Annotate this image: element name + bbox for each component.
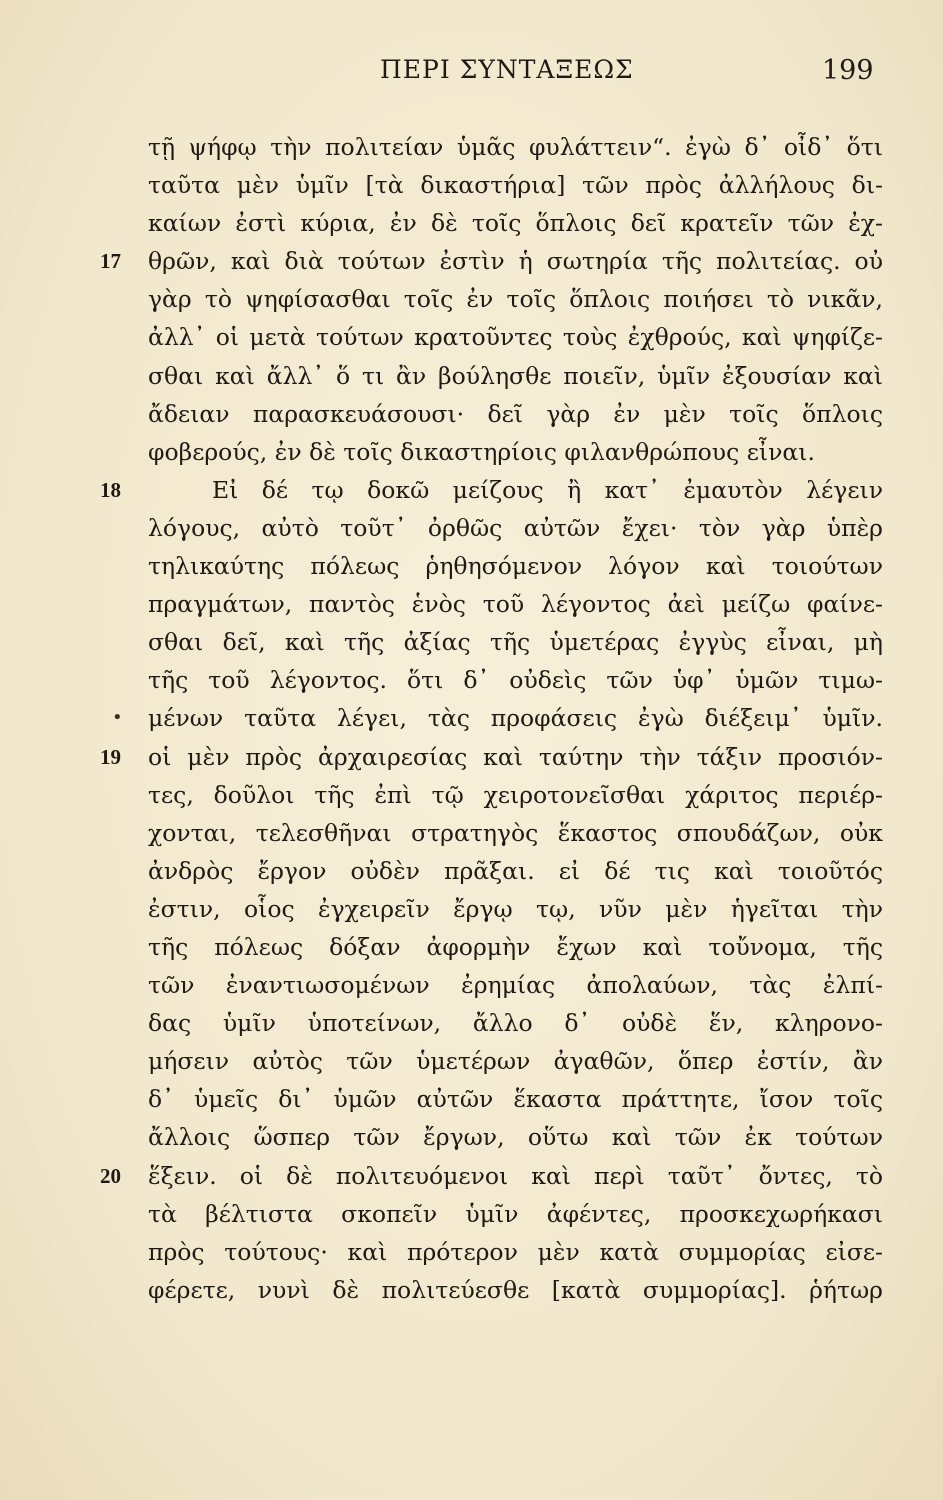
text-line [0, 242, 943, 280]
text-line [0, 1233, 943, 1271]
text-line [0, 357, 943, 395]
text-line [0, 128, 943, 166]
text-line [0, 776, 943, 814]
page-header [0, 55, 943, 95]
text-line [0, 623, 943, 661]
line-text: τῇ ψήφῳ τὴν πολιτείαν ὑμᾶς φυλάττειν“. ἐγὼ δ᾽ οἶδ᾽ ὅτι [148, 133, 883, 161]
line-text: ἐστιν, οἷος ἐγχειρεῖν ἔργῳ τῳ, νῦν μὲν ἡγεῖται τὴν [148, 894, 883, 923]
text-line [0, 814, 943, 852]
line-text: πρὸς τούτους· καὶ πρότερον μὲν κατὰ συμμορίας εἰσε- [148, 1237, 883, 1266]
line-text: ἀνδρὸς ἔργον οὐδὲν πρᾶξαι. εἰ δέ τις καὶ τοιοῦτός [148, 856, 883, 885]
line-text: ἀλλ᾽ οἱ μετὰ τούτων κρατοῦντες τοὺς ἐχθρούς, καὶ ψηφίζε- [148, 323, 883, 352]
text-line [0, 661, 943, 699]
running-head: ΠΕΡΙ ΣΥΝΤΑΞΕΩΣ [380, 55, 634, 84]
text-line [0, 509, 943, 547]
line-text: μήσειν αὐτὸς τῶν ὑμετέρων ἀγαθῶν, ὅπερ ἐστίν, ἂν [148, 1047, 883, 1076]
line-text: ἄλλοις ὥσπερ τῶν ἔργων, οὕτω καὶ τῶν ἐκ τούτων [148, 1123, 883, 1152]
margin-mark: • [112, 707, 123, 729]
line-text: θρῶν, καὶ διὰ τούτων ἐστὶν ἡ σωτηρία τῆς πολιτείας. οὐ [148, 247, 883, 276]
text-line [0, 928, 943, 966]
line-text: πραγμάτων, παντὸς ἑνὸς τοῦ λέγοντος ἀεὶ μείζω φαίνε- [148, 590, 883, 619]
text-line [0, 204, 943, 242]
section-number: 19 [100, 744, 121, 769]
text-line [0, 890, 943, 928]
page-number: 199 [822, 55, 874, 86]
line-text: Εἰ δέ τῳ δοκῶ μείζους ἢ κατ᾽ ἐμαυτὸν λέγειν [212, 475, 883, 504]
line-text: καίων ἐστὶ κύρια, ἐν δὲ τοῖς ὅπλοις δεῖ κρατεῖν τῶν ἐχ- [148, 209, 883, 238]
line-text: ταῦτα μὲν ὑμῖν [τὰ δικαστήρια] τῶν πρὸς ἀλλήλους δι- [148, 171, 883, 200]
text-line [0, 1004, 943, 1042]
text-line [0, 852, 943, 890]
text-line [0, 1042, 943, 1080]
text-line [0, 318, 943, 356]
line-text: τες, δοῦλοι τῆς ἐπὶ τῷ χειροτονεῖσθαι χάριτος περιέρ- [148, 780, 883, 809]
line-text: ἄδειαν παρασκευάσουσι· δεῖ γὰρ ἐν μὲν τοῖς ὅπλοις [148, 399, 883, 428]
text-line [0, 699, 943, 737]
line-text: δ᾽ ὑμεῖς δι᾽ ὑμῶν αὐτῶν ἕκαστα πράττητε, ἴσον τοῖς [148, 1085, 883, 1114]
text-line [0, 433, 943, 471]
section-number: 17 [100, 249, 121, 274]
line-text: ἕξειν. οἱ δὲ πολιτευόμενοι καὶ περὶ ταῦτ᾽ ὄντες, τὸ [148, 1161, 883, 1190]
line-text: γὰρ τὸ ψηφίσασθαι τοῖς ἐν τοῖς ὅπλοις ποιήσει τὸ νικᾶν, [148, 285, 883, 314]
text-line [0, 280, 943, 318]
line-text: τῆς πόλεως δόξαν ἀφορμὴν ἔχων καὶ τοὔνομα, τῆς [148, 932, 883, 961]
text-line [0, 1271, 943, 1309]
text-line [0, 395, 943, 433]
line-text: φοβερούς, ἐν δὲ τοῖς δικαστηρίοις φιλανθρώπους εἶναι. [148, 437, 815, 466]
body-text [0, 128, 943, 1309]
line-text: χονται, τελεσθῆναι στρατηγὸς ἕκαστος σπουδάζων, οὐκ [148, 818, 883, 847]
text-line [0, 1118, 943, 1156]
section-number: 18 [100, 477, 121, 502]
text-line [0, 1080, 943, 1118]
line-text: σθαι καὶ ἄλλ᾽ ὅ τι ἂν βούλησθε ποιεῖν, ὑμῖν ἐξουσίαν καὶ [148, 361, 883, 390]
text-line [0, 738, 943, 776]
line-text: τὰ βέλτιστα σκοπεῖν ὑμῖν ἀφέντες, προσκεχωρήκασι [148, 1199, 883, 1228]
line-text: τῶν ἐναντιωσομένων ἐρημίας ἀπολαύων, τὰς ἐλπί- [148, 971, 883, 1000]
line-text: δας ὑμῖν ὑποτείνων, ἄλλο δ᾽ οὐδὲ ἕν, κληρονο- [148, 1009, 883, 1038]
text-line [0, 1195, 943, 1233]
line-text: φέρετε, νυνὶ δὲ πολιτεύεσθε [κατὰ συμμορίας]. ῥήτωρ [148, 1275, 883, 1304]
section-number: 20 [100, 1163, 121, 1188]
text-line [0, 547, 943, 585]
text-line [0, 585, 943, 623]
text-line [0, 966, 943, 1004]
line-text: σθαι δεῖ, καὶ τῆς ἀξίας τῆς ὑμετέρας ἐγγὺς εἶναι, μὴ [148, 628, 883, 657]
text-line [0, 471, 943, 509]
text-line [0, 166, 943, 204]
line-text: οἱ μὲν πρὸς ἀρχαιρεσίας καὶ ταύτην τὴν τάξιν προσιόν- [148, 742, 883, 771]
line-text: τηλικαύτης πόλεως ῥηθησόμενον λόγον καὶ τοιούτων [148, 552, 883, 581]
line-text: μένων ταῦτα λέγει, τὰς προφάσεις ἐγὼ διέξειμ᾽ ὑμῖν. [148, 704, 883, 733]
line-text: τῆς τοῦ λέγοντος. ὅτι δ᾽ οὐδεὶς τῶν ὑφ᾽ ὑμῶν τιμω- [148, 666, 883, 695]
text-line [0, 1157, 943, 1195]
line-text: λόγους, αὐτὸ τοῦτ᾽ ὀρθῶς αὐτῶν ἔχει· τὸν γὰρ ὑπὲρ [148, 513, 883, 542]
